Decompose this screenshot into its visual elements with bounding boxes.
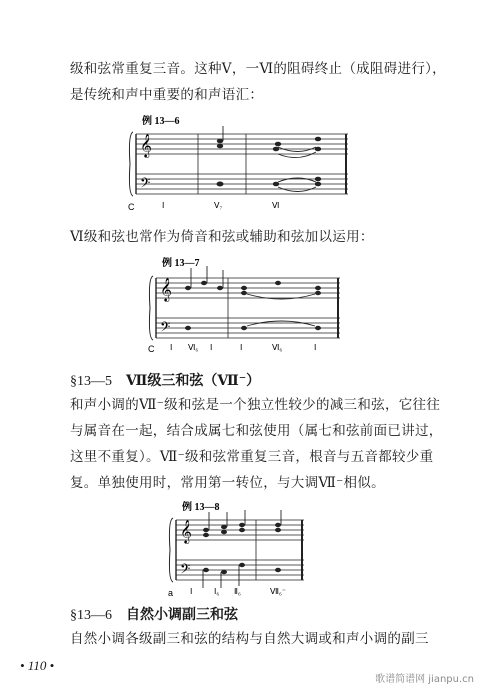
section-heading-13-6 — [70, 604, 238, 624]
section-number: §13—5 — [70, 374, 112, 389]
svg-text:𝄞: 𝄞 — [180, 519, 192, 543]
roman-numeral: Ⅰ — [162, 201, 165, 210]
svg-text:𝄢: 𝄢 — [160, 319, 171, 338]
paragraph-natural-minor: 自然小调各级副三和弦的结构与自然大调或和声小调的副三 — [70, 631, 429, 647]
paragraph-vi-usage: Ⅵ级和弦也常作为倚音和弦或辅助和弦加以运用： — [70, 229, 374, 245]
roman-numeral: Ⅰ — [170, 343, 173, 352]
key-label: C — [128, 202, 135, 212]
section-title: 自然小调副三和弦 — [126, 607, 238, 623]
example-label: 例 13—7 — [162, 258, 200, 269]
music-example-13-8 — [168, 498, 308, 598]
svg-text:𝄞: 𝄞 — [160, 277, 172, 301]
roman-numeral: Ⅵ₆ — [272, 343, 283, 352]
roman-numeral: Ⅰ — [210, 343, 213, 352]
svg-text:𝄢: 𝄢 — [140, 175, 151, 194]
roman-numeral: Ⅶ₆⁻ — [270, 587, 286, 596]
roman-numeral: Ⅱ₆ — [234, 587, 241, 596]
section-title: Ⅶ级三和弦（Ⅶ⁻） — [126, 373, 261, 389]
svg-text:𝄢: 𝄢 — [180, 561, 191, 580]
paragraph-vii-chord: 和声小调的Ⅶ⁻级和弦是一个独立性较少的减三和弦，它往往与属音在一起，结合成属七和弦使用（属七和弦前面已讲过，这里不重复）。Ⅶ⁻级和弦常重复三音，根音与五音都较少重复。单独使用时，常用第一转位，与大调Ⅶ⁻相似。 — [70, 397, 443, 491]
key-label: C — [148, 344, 155, 354]
roman-numeral: Ⅵ₆ — [188, 343, 199, 352]
section-number: §13—6 — [70, 608, 112, 623]
paragraph-intro: 级和弦常重复三音。这种Ⅴ，一Ⅵ的阻碍终止（成阻碍进行），是传统和声中重要的和声语汇： — [70, 61, 446, 103]
roman-numeral: Ⅴ₇ — [214, 201, 223, 210]
music-example-13-7 — [148, 254, 344, 354]
page-number: • 110 • — [20, 658, 55, 673]
example-label: 例 13—8 — [182, 502, 220, 513]
roman-numeral: Ⅰ — [190, 587, 193, 596]
music-example-13-6 — [128, 112, 350, 212]
example-label: 例 13—6 — [142, 116, 180, 127]
site-watermark[interactable]: 歌谱简谱网 jianpu.cn — [375, 674, 474, 685]
roman-numeral: Ⅵ — [272, 201, 280, 210]
key-label: a — [168, 588, 174, 598]
roman-numeral: Ⅰ₆ — [214, 587, 220, 596]
roman-numeral: Ⅰ — [240, 343, 243, 352]
svg-text:𝄞: 𝄞 — [140, 133, 152, 157]
section-heading-13-5 — [70, 370, 260, 390]
roman-numeral: Ⅰ — [314, 343, 317, 352]
